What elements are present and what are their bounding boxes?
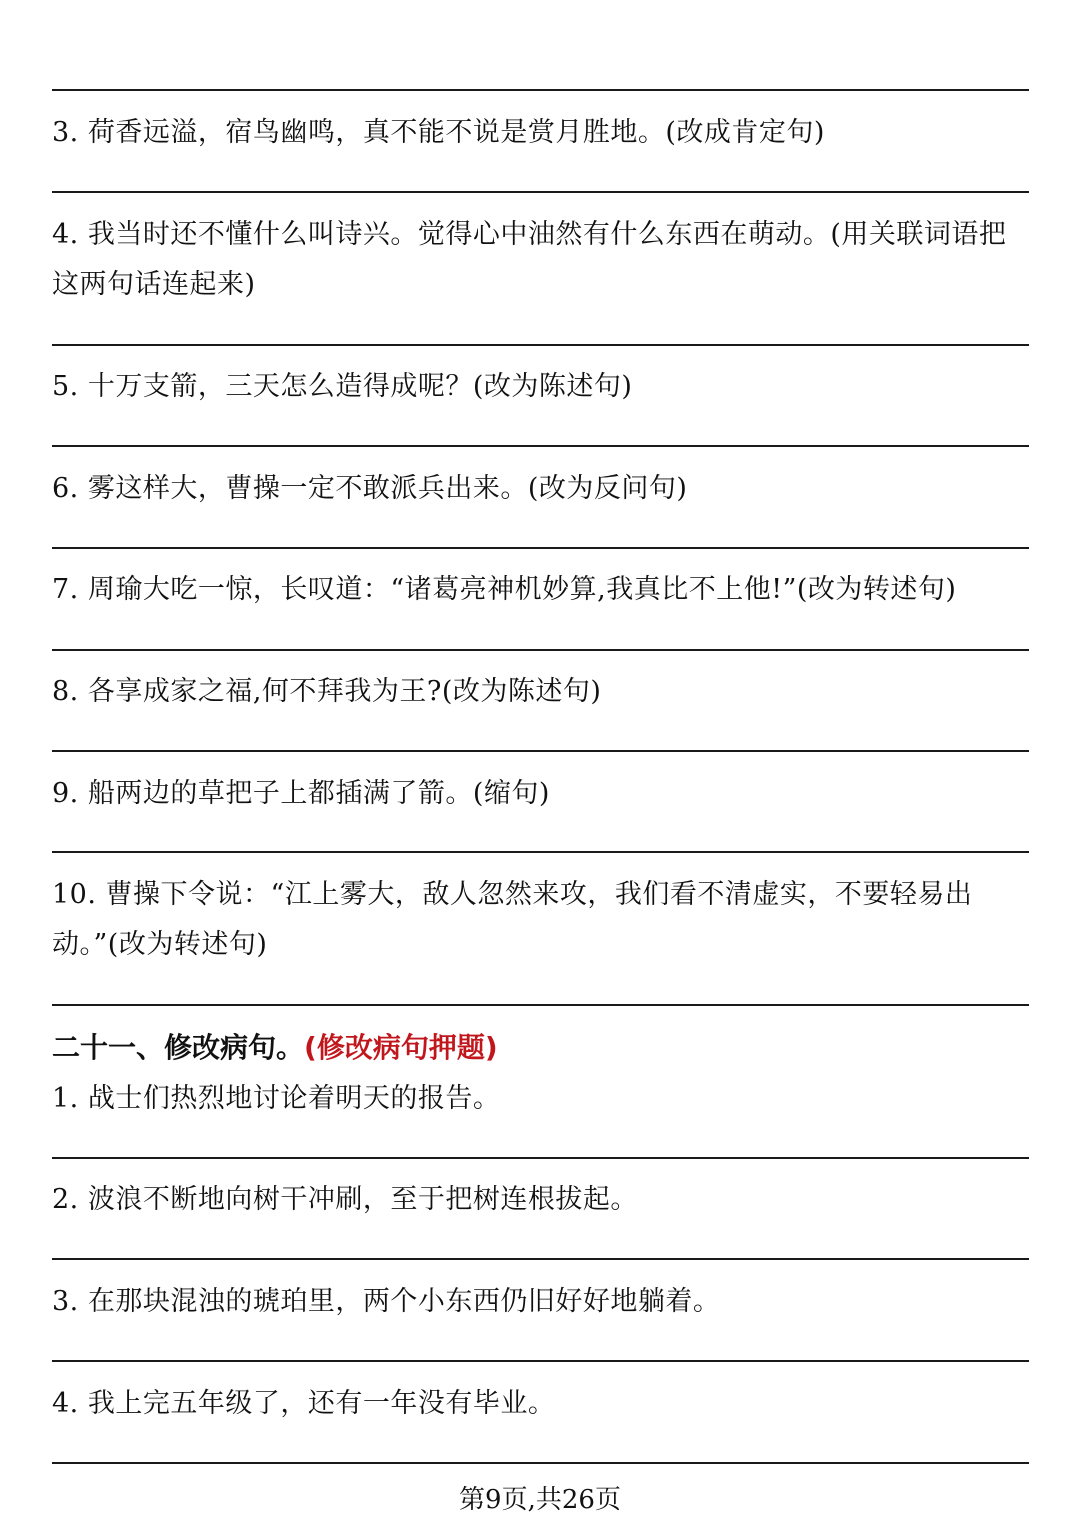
page-number: 第9页,共26页 xyxy=(459,1485,621,1515)
answer-line xyxy=(52,547,1029,549)
answer-line xyxy=(52,89,1029,91)
answer-line xyxy=(52,851,1029,853)
answer-line xyxy=(52,1258,1029,1260)
error-sentence-item: 4. 我上完五年级了，还有一年没有毕业。 xyxy=(52,1388,556,1419)
sentence-item: 5. 十万支箭，三天怎么造得成呢？(改为陈述句) xyxy=(52,371,633,402)
error-sentence-item: 3. 在那块混浊的琥珀里，两个小东西仍旧好好地躺着。 xyxy=(52,1286,721,1317)
answer-line xyxy=(52,445,1029,447)
answer-line xyxy=(52,649,1029,651)
sentence-item: 8. 各享成家之福,何不拜我为王?(改为陈述句) xyxy=(52,676,602,707)
answer-line xyxy=(52,750,1029,752)
answer-line xyxy=(52,1157,1029,1159)
answer-line xyxy=(52,344,1029,346)
error-sentence-item: 2. 波浪不断地向树干冲刷，至于把树连根拔起。 xyxy=(52,1184,638,1215)
sentence-item: 9. 船两边的草把子上都插满了箭。(缩句) xyxy=(52,778,550,809)
sentence-item: 7. 周瑜大吃一惊，长叹道：“诸葛亮神机妙算,我真比不上他!”(改为转述句) xyxy=(52,574,957,605)
sentence-item: 3. 荷香远溢，宿鸟幽鸣，真不能不说是赏月胜地。(改成肯定句) xyxy=(52,117,825,148)
answer-line xyxy=(52,1462,1029,1464)
sentence-item: 6. 雾这样大，曹操一定不敢派兵出来。(改为反问句) xyxy=(52,473,688,504)
sentence-item: 4. 我当时还不懂什么叫诗兴。觉得心中油然有什么东西在萌动。(用关联词语把这两句话连起来) xyxy=(52,219,1007,300)
answer-line xyxy=(52,191,1029,193)
answer-line xyxy=(52,1360,1029,1362)
answer-line xyxy=(52,1004,1029,1006)
error-sentence-item: 1. 战士们热烈地讨论着明天的报告。 xyxy=(52,1083,501,1114)
section-title: 二十一、修改病句。 xyxy=(52,1031,305,1064)
section-hint: (修改病句押题) xyxy=(304,1031,498,1064)
section-heading xyxy=(52,1026,498,1070)
sentence-item: 10. 曹操下令说：“江上雾大，敌人忽然来攻，我们看不清虚实，不要轻易出动。”(改为转述句) xyxy=(52,879,973,960)
